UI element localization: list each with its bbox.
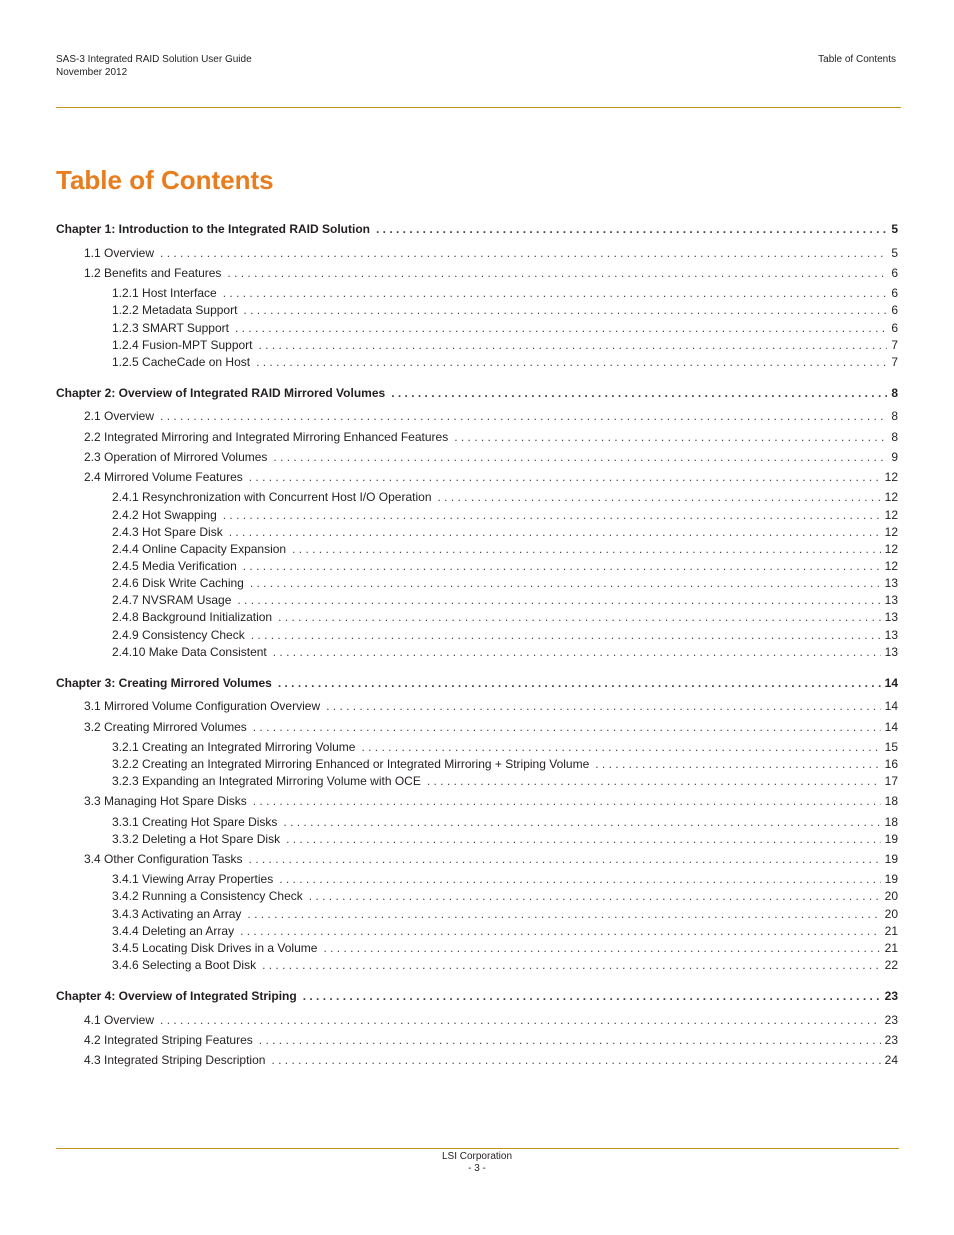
toc-dot-leader xyxy=(160,1012,881,1028)
toc-entry-label: 3.4 Other Configuration Tasks xyxy=(84,852,243,866)
toc-entry-page: 6 xyxy=(891,266,898,280)
toc-entry-label: 3.2 Creating Mirrored Volumes xyxy=(84,720,247,734)
toc-entry-page: 14 xyxy=(884,720,898,734)
toc-entry-page: 12 xyxy=(884,508,898,522)
toc-entry-page: 21 xyxy=(884,924,898,938)
toc-entry-label: 4.2 Integrated Striping Features xyxy=(84,1033,253,1047)
toc-entry-label: 3.4.5 Locating Disk Drives in a Volume xyxy=(112,941,318,955)
toc-entry-page: 23 xyxy=(884,1013,898,1027)
toc-entry-label: 3.4.4 Deleting an Array xyxy=(112,924,235,938)
toc-dot-leader xyxy=(253,793,881,809)
toc-entry[interactable] xyxy=(112,524,898,540)
toc-entry-page: 20 xyxy=(884,907,898,921)
toc-entry-label: 2.4.3 Hot Spare Disk xyxy=(112,525,223,539)
toc-entry[interactable] xyxy=(112,831,898,847)
toc-entry-label: 3.2.1 Creating an Integrated Mirroring Volume xyxy=(112,740,356,754)
footer xyxy=(0,1151,954,1175)
toc-entry-page: 6 xyxy=(891,303,898,317)
toc-entry[interactable] xyxy=(84,698,898,714)
toc-dot-leader xyxy=(391,385,887,401)
toc-entry[interactable] xyxy=(112,627,898,643)
toc-entry-page: 7 xyxy=(891,355,898,369)
toc-entry[interactable] xyxy=(112,906,898,922)
toc-entry-page: 12 xyxy=(884,525,898,539)
toc-entry-page: 5 xyxy=(891,222,898,236)
toc-entry[interactable] xyxy=(84,793,898,809)
toc-entry[interactable] xyxy=(84,1052,898,1068)
toc-entry-page: 23 xyxy=(884,1033,898,1047)
toc-dot-leader xyxy=(323,940,880,956)
toc-entry-label: 1.2.5 CacheCade on Host xyxy=(112,355,251,369)
toc-entry-label: 3.2.3 Expanding an Integrated Mirroring Volume with OCE xyxy=(112,774,421,788)
toc-entry-page: 19 xyxy=(884,832,898,846)
toc-entry-page: 21 xyxy=(884,941,898,955)
toc-chapter-entry[interactable] xyxy=(56,988,898,1004)
toc-entry[interactable] xyxy=(84,1012,898,1028)
toc-entry-label: 3.2.2 Creating an Integrated Mirroring Enhanced or Integrated Mirroring + Striping Volume xyxy=(112,757,590,771)
toc-entry-label: 3.4.6 Selecting a Boot Disk xyxy=(112,958,257,972)
toc-dot-leader xyxy=(278,609,881,625)
toc-entry-page: 12 xyxy=(884,542,898,556)
toc-entry[interactable] xyxy=(112,541,898,557)
toc-dot-leader xyxy=(160,245,887,261)
toc-entry-page: 12 xyxy=(884,490,898,504)
toc-entry-label: 3.4.2 Running a Consistency Check xyxy=(112,889,303,903)
toc-dot-leader xyxy=(223,285,888,301)
toc-entry-label: 3.3.1 Creating Hot Spare Disks xyxy=(112,815,278,829)
toc-entry-label: 1.1 Overview xyxy=(84,246,155,260)
doc-title: SAS-3 Integrated RAID Solution User Guide xyxy=(56,54,252,65)
footer-company: LSI Corporation xyxy=(441,1151,513,1162)
toc-entry-label: 2.4.5 Media Verification xyxy=(112,559,237,573)
toc-entry-label: 3.4.1 Viewing Array Properties xyxy=(112,872,274,886)
toc-dot-leader xyxy=(240,923,881,939)
toc-entry-page: 16 xyxy=(884,757,898,771)
toc-entry-label: Chapter 4: Overview of Integrated Striping xyxy=(56,989,297,1003)
toc-dot-leader xyxy=(595,756,880,772)
toc-entry-label: 3.3 Managing Hot Spare Disks xyxy=(84,794,247,808)
page-title: Table of Contents xyxy=(56,165,274,195)
toc-entry-page: 12 xyxy=(884,470,898,484)
toc-entry-label: 2.4.1 Resynchronization with Concurrent Host I/O Operation xyxy=(112,490,432,504)
toc-dot-leader xyxy=(251,627,881,643)
toc-entry[interactable] xyxy=(84,429,898,445)
toc-entry-page: 22 xyxy=(884,958,898,972)
toc-entry-label: 2.4.10 Make Data Consistent xyxy=(112,645,267,659)
toc-entry-label: 4.1 Overview xyxy=(84,1013,155,1027)
toc-entry-label: 2.2 Integrated Mirroring and Integrated Mirroring Enhanced Features xyxy=(84,430,449,444)
toc-entry[interactable] xyxy=(112,644,898,660)
toc-entry-page: 12 xyxy=(884,559,898,573)
toc-entry[interactable] xyxy=(112,558,898,574)
toc-entry-page: 13 xyxy=(884,576,898,590)
toc-entry[interactable] xyxy=(112,756,898,772)
toc-chapter-entry[interactable] xyxy=(56,221,898,237)
doc-date: November 2012 xyxy=(56,67,128,78)
toc-entry-label: Chapter 1: Introduction to the Integrated RAID Solution xyxy=(56,222,370,236)
toc-entry-page: 9 xyxy=(891,450,898,464)
toc-dot-leader xyxy=(227,265,887,281)
toc-entry-page: 8 xyxy=(891,430,898,444)
toc-dot-leader xyxy=(243,302,887,318)
toc-dot-leader xyxy=(303,988,881,1004)
toc-entry-page: 15 xyxy=(884,740,898,754)
toc-entry[interactable] xyxy=(112,507,898,523)
toc-dot-leader xyxy=(292,541,881,557)
toc-entry-page: 13 xyxy=(884,628,898,642)
toc-entry[interactable] xyxy=(112,302,898,318)
toc-entry-label: 1.2.4 Fusion-MPT Support xyxy=(112,338,253,352)
toc-dot-leader xyxy=(438,489,881,505)
toc-dot-leader xyxy=(253,719,881,735)
toc-dot-leader xyxy=(250,575,881,591)
toc-entry[interactable] xyxy=(112,739,898,755)
toc-entry[interactable] xyxy=(84,265,898,281)
toc-entry-label: 2.4.8 Background Initialization xyxy=(112,610,273,624)
toc-entry-label: 2.4 Mirrored Volume Features xyxy=(84,470,243,484)
toc-entry-label: 2.3 Operation of Mirrored Volumes xyxy=(84,450,268,464)
toc-entry-page: 6 xyxy=(891,286,898,300)
toc-dot-leader xyxy=(223,507,881,523)
toc-entry[interactable] xyxy=(112,814,898,830)
toc-dot-leader xyxy=(326,698,881,714)
toc-entry-page: 17 xyxy=(884,774,898,788)
toc-entry-label: 1.2.1 Host Interface xyxy=(112,286,217,300)
header-rule xyxy=(56,107,901,108)
toc-entry[interactable] xyxy=(84,851,898,867)
toc-entry-page: 8 xyxy=(891,386,898,400)
toc-entry-page: 14 xyxy=(884,699,898,713)
toc-entry[interactable] xyxy=(112,320,898,336)
toc-entry-label: 4.3 Integrated Striping Description xyxy=(84,1053,266,1067)
toc-entry-page: 18 xyxy=(884,794,898,808)
toc-entry-label: 2.1 Overview xyxy=(84,409,155,423)
toc-entry-label: 3.4.3 Activating an Array xyxy=(112,907,242,921)
toc-entry-page: 5 xyxy=(891,246,898,260)
toc-entry[interactable] xyxy=(112,575,898,591)
toc-entry[interactable] xyxy=(112,923,898,939)
toc-entry[interactable] xyxy=(112,354,898,370)
header-left xyxy=(56,53,252,79)
toc-dot-leader xyxy=(243,558,881,574)
toc-entry[interactable] xyxy=(112,957,898,973)
toc-dot-leader xyxy=(427,773,881,789)
toc-entry-label: 2.4.4 Online Capacity Expansion xyxy=(112,542,287,556)
toc-entry[interactable] xyxy=(112,489,898,505)
toc-chapter-entry[interactable] xyxy=(56,385,898,401)
toc-entry-page: 18 xyxy=(884,815,898,829)
toc-entry[interactable] xyxy=(84,719,898,735)
toc-dot-leader xyxy=(286,831,881,847)
toc-entry-page: 8 xyxy=(891,409,898,423)
toc-entry-label: 1.2.2 Metadata Support xyxy=(112,303,238,317)
toc-entry[interactable] xyxy=(112,592,898,608)
toc-entry-page: 13 xyxy=(884,610,898,624)
toc-entry[interactable] xyxy=(84,408,898,424)
toc-dot-leader xyxy=(229,524,881,540)
toc-entry-page: 20 xyxy=(884,889,898,903)
toc-entry[interactable] xyxy=(112,888,898,904)
toc-entry[interactable] xyxy=(84,1032,898,1048)
footer-rule xyxy=(56,1148,899,1149)
toc-dot-leader xyxy=(309,888,881,904)
toc-dot-leader xyxy=(247,906,880,922)
toc-dot-leader xyxy=(273,644,881,660)
toc-entry[interactable] xyxy=(84,469,898,485)
toc-entry-label: Chapter 3: Creating Mirrored Volumes xyxy=(56,676,272,690)
footer-page-number: - 3 - xyxy=(468,1163,486,1174)
toc-dot-leader xyxy=(262,957,881,973)
toc-entry-label: 1.2.3 SMART Support xyxy=(112,321,229,335)
toc-entry[interactable] xyxy=(84,245,898,261)
toc-entry-label: 2.4.6 Disk Write Caching xyxy=(112,576,244,590)
toc-dot-leader xyxy=(259,1032,881,1048)
toc-chapter-entry[interactable] xyxy=(56,675,898,691)
toc-dot-leader xyxy=(237,592,880,608)
toc-entry[interactable] xyxy=(112,285,898,301)
toc-dot-leader xyxy=(249,851,881,867)
toc-dot-leader xyxy=(273,449,887,465)
toc-entry-label: 3.1 Mirrored Volume Configuration Overview xyxy=(84,699,321,713)
toc-entry-label: 2.4.7 NVSRAM Usage xyxy=(112,593,232,607)
toc-entry-label: 2.4.2 Hot Swapping xyxy=(112,508,217,522)
toc-entry[interactable] xyxy=(112,940,898,956)
toc-entry-label: 3.3.2 Deleting a Hot Spare Disk xyxy=(112,832,281,846)
toc-dot-leader xyxy=(256,354,887,370)
toc-entry-page: 6 xyxy=(891,321,898,335)
toc-dot-leader xyxy=(160,408,887,424)
toc-dot-leader xyxy=(361,739,880,755)
toc-entry[interactable] xyxy=(84,449,898,465)
toc-entry-page: 13 xyxy=(884,645,898,659)
header-section: Table of Contents xyxy=(818,54,896,65)
toc-entry[interactable] xyxy=(112,609,898,625)
toc-entry-label: Chapter 2: Overview of Integrated RAID Mirrored Volumes xyxy=(56,386,386,400)
toc-entry-page: 19 xyxy=(884,872,898,886)
toc-entry[interactable] xyxy=(112,773,898,789)
toc-dot-leader xyxy=(283,814,880,830)
toc-dot-leader xyxy=(376,221,887,237)
toc-entry-page: 23 xyxy=(884,989,898,1003)
toc-entry-page: 24 xyxy=(884,1053,898,1067)
toc-dot-leader xyxy=(235,320,887,336)
toc-entry-page: 13 xyxy=(884,593,898,607)
toc-entry-page: 7 xyxy=(891,338,898,352)
toc-entry[interactable] xyxy=(112,337,898,353)
toc-entry-label: 1.2 Benefits and Features xyxy=(84,266,222,280)
toc-dot-leader xyxy=(454,429,887,445)
toc-entry-label: 2.4.9 Consistency Check xyxy=(112,628,245,642)
toc-entry[interactable] xyxy=(112,871,898,887)
toc-dot-leader xyxy=(271,1052,880,1068)
toc-dot-leader xyxy=(279,871,880,887)
toc-dot-leader xyxy=(249,469,881,485)
toc-dot-leader xyxy=(278,675,881,691)
toc-entry-page: 19 xyxy=(884,852,898,866)
toc-dot-leader xyxy=(259,337,888,353)
toc-entry-page: 14 xyxy=(884,676,898,690)
